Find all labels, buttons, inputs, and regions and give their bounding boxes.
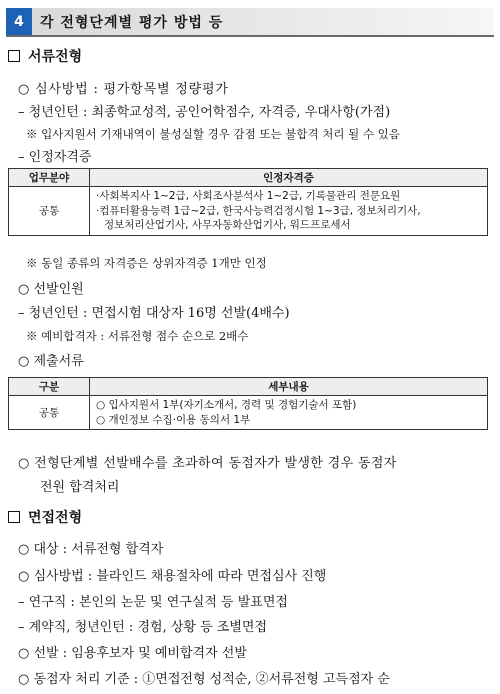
certificate-notice: ※ 동일 종류의 자격증은 상위자격증 1개만 인정 [26,256,267,270]
table-header-row [9,378,488,396]
table-cell-field: 공통 [9,396,90,430]
screening-heading [8,46,82,66]
document-line: ○ 개인정보 수집·이용 동의서 1부 [96,413,251,426]
intern-criteria: – 청년인턴 : 최종학교성적, 공인어학점수, 자격증, 우대사항(가점) [18,105,391,120]
table-row [9,396,488,430]
tie-criteria: ○ 동점자 처리 기준 : ①면접전형 성적순, ②서류전형 고득점자 순 [18,672,390,687]
documents-table [8,377,488,430]
table-cell-certificates [90,187,488,236]
documents-label: ○ 제출서류 [18,354,84,369]
interview-heading [8,507,82,527]
table-header-row [9,169,488,187]
final-selection: ○ 선발 : 임용후보자 및 예비합격자 선발 [18,646,247,661]
column-header: 구분 [9,378,90,396]
screening-heading-text: 서류전형 [28,49,83,65]
contract-interview: – 계약직, 청년인턴 : 경험, 상황 등 조별면접 [18,620,267,635]
column-header: 인정자격증 [90,169,488,187]
table-cell-field: 공통 [9,187,90,236]
intern-selection: – 청년인턴 : 면접시험 대상자 16명 선발(4배수) [18,306,290,321]
square-bullet-icon [8,511,20,523]
document-line: ○ 입사지원서 1부(자기소개서, 경력 및 경험기술서 포함) [96,399,357,411]
interview-heading-text: 면접전형 [28,510,83,526]
column-header: 세부내용 [90,378,488,396]
false-entry-notice: ※ 입사지원서 기재내역이 불성실할 경우 감점 또는 불합격 처리 될 수 있음 [26,127,400,141]
square-bullet-icon [8,50,20,62]
certificates-label: – 인정자격증 [18,150,92,165]
certificates-table [8,168,488,236]
tie-rule-cont: 전원 합격처리 [40,480,120,495]
column-header: 업무분야 [9,169,90,187]
tie-rule: ○ 전형단계별 선발배수를 초과하여 동점자가 발생한 경우 동점자 [18,456,397,471]
reserve-notice: ※ 예비합격자 : 서류전형 점수 순으로 2배수 [26,329,249,343]
selection-count-label: ○ 선발인원 [18,282,84,297]
table-cell-documents [90,396,488,430]
research-interview: – 연구직 : 본인의 논문 및 연구실적 등 발표면접 [18,595,288,610]
section-number-badge: 4 [6,8,32,35]
certificate-line: 정보처리산업기사, 사무자동화산업기사, 워드프로세서 [104,219,351,231]
certificate-line: ·사회복지사 1~2급, 사회조사분석사 1~2급, 기록물관리 전문요원 [96,190,401,202]
section-header [6,8,494,37]
section-title: 각 전형단계별 평가 방법 등 [32,8,494,35]
certificate-line: ·컴퓨터활용능력 1급~2급, 한국사능력검정시험 1~3급, 정보처리기사, [96,204,421,217]
interview-method: ○ 심사방법 : 블라인드 채용절차에 따라 면접심사 진행 [18,569,327,584]
interview-target: ○ 대상 : 서류전형 합격자 [18,542,164,557]
screening-method: ○ 심사방법 : 평가항목별 정량평가 [18,82,229,97]
table-row [9,187,488,236]
